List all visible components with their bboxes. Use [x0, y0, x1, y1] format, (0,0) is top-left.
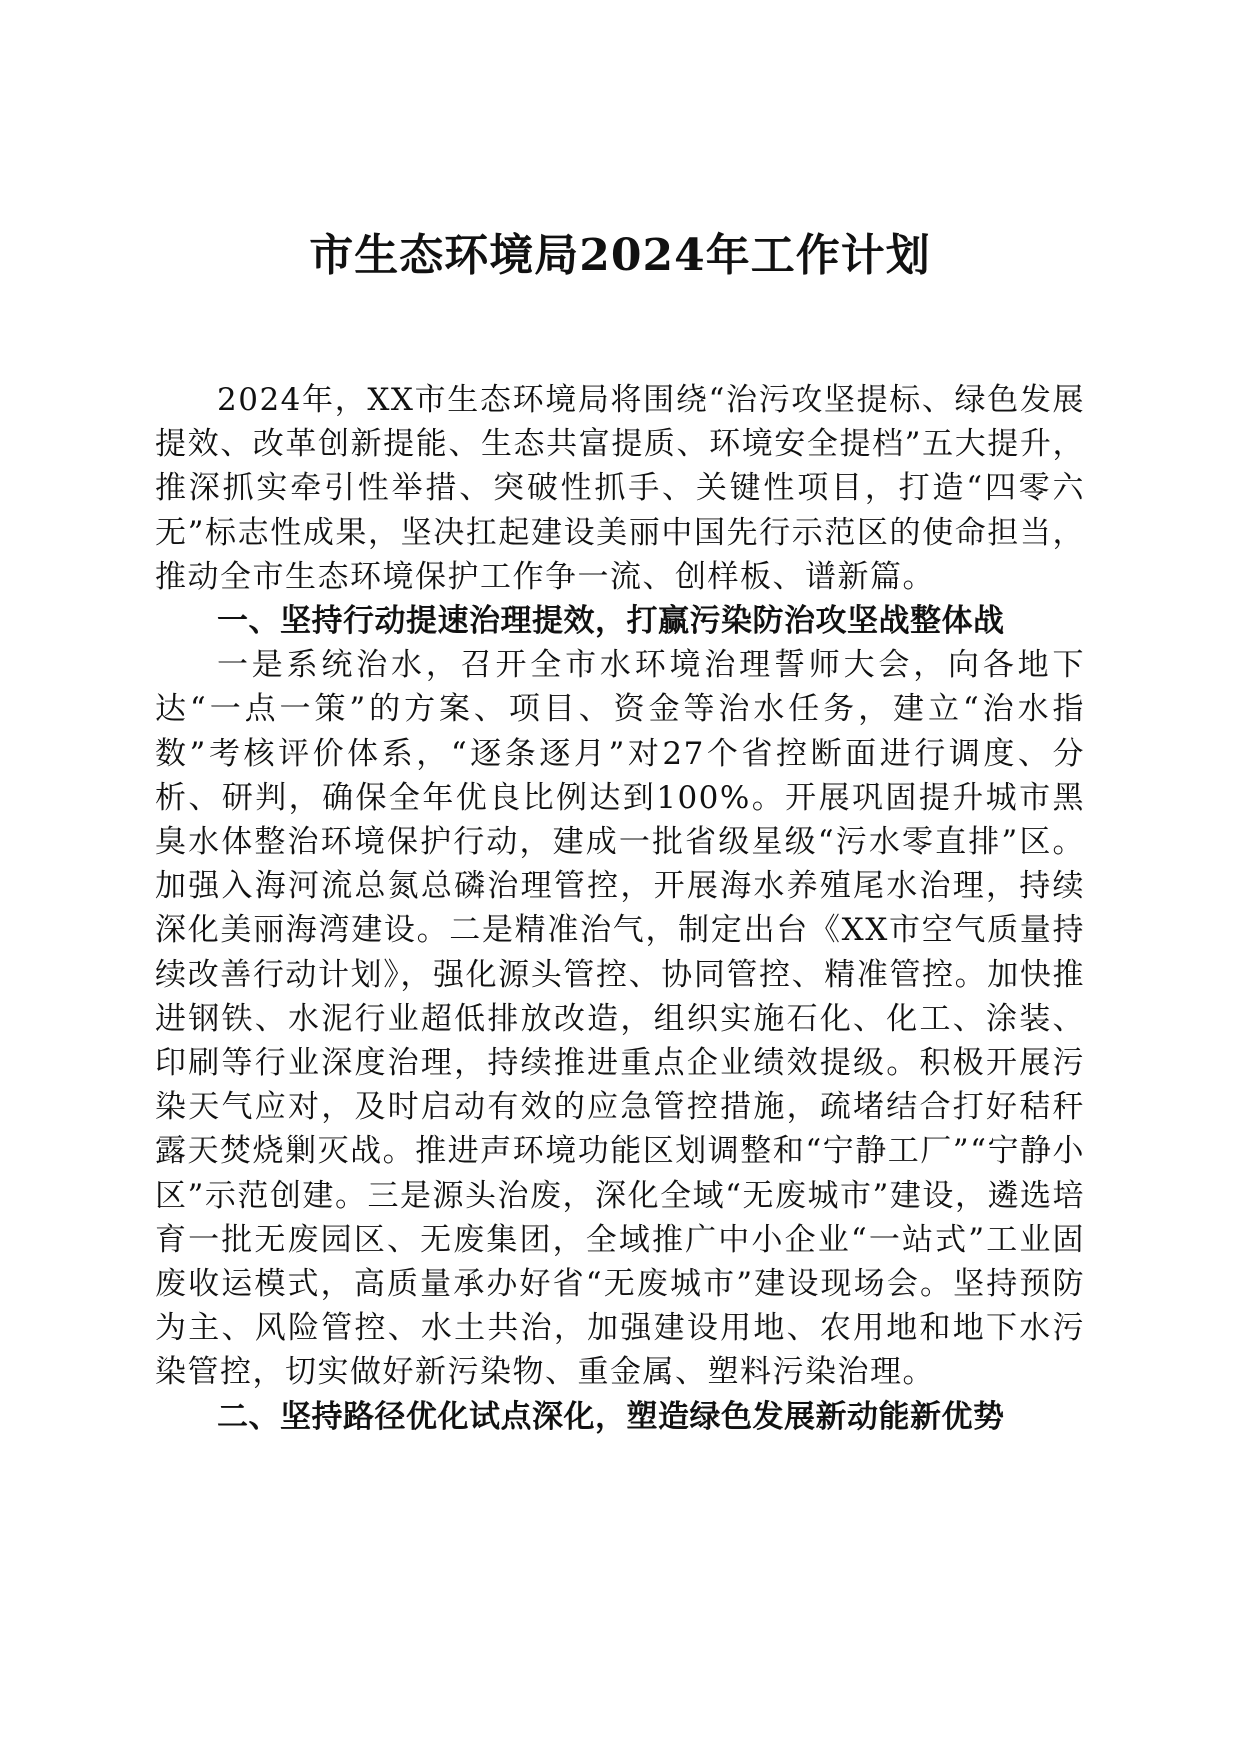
intro-paragraph: 2024年，XX市生态环境局将围绕“治污攻坚提标、绿色发展提效、改革创新提能、生态共富提质、环境安全提档”五大提升，推深抓实牵引性举措、突破性抓手、关键性项目，打造“四零六无”标志性成果，坚决扛起建设美丽中国先行示范区的使命担当，推动全市生态环境保护工作争一流、创样板、谱新篇。: [155, 382, 1085, 595]
document-body: [155, 378, 1085, 1439]
section-1-heading: 一、坚持行动提速治理提效，打赢污染防治攻坚战整体战: [217, 603, 1005, 640]
document-title: 市生态环境局2024年工作计划: [309, 230, 931, 281]
section-2-heading: 二、坚持路径优化试点深化，塑造绿色发展新动能新优势: [217, 1398, 1005, 1435]
section-1-paragraph: 一是系统治水，召开全市水环境治理誓师大会，向各地下达“一点一策”的方案、项目、资金等治水任务，建立“治水指数”考核评价体系，“逐条逐月”对27个省控断面进行调度、分析、研判，确保全年优良比例达到100%。开展巩固提升城市黑臭水体整治环境保护行动，建成一批省级星级“污水零直排”区。加强入海河流总氮总磷治理管控，开展海水养殖尾水治理，持续深化美丽海湾建设。二是精准治气，制定出台《XX市空气质量持续改善行动计划》，强化源头管控、协同管控、精准管控。加快推进钢铁、水泥行业超低排放改造，组织实施石化、化工、涂装、印刷等行业深度治理，持续推进重点企业绩效提级。积极开展污染天气应对，及时启动有效的应急管控措施，疏堵结合打好秸秆露天焚烧剿灭战。推进声环境功能区划调整和“宁静工厂”“宁静小区”示范创建。三是源头治废，深化全域“无废城市”建设，遴选培育一批无废园区、无废集团，全域推广中小企业“一站式”工业固废收运模式，高质量承办好省“无废城市”建设现场会。坚持预防为主、风险管控、水土共治，加强建设用地、农用地和地下水污染管控，切实做好新污染物、重金属、塑料污染治理。: [155, 647, 1085, 1391]
